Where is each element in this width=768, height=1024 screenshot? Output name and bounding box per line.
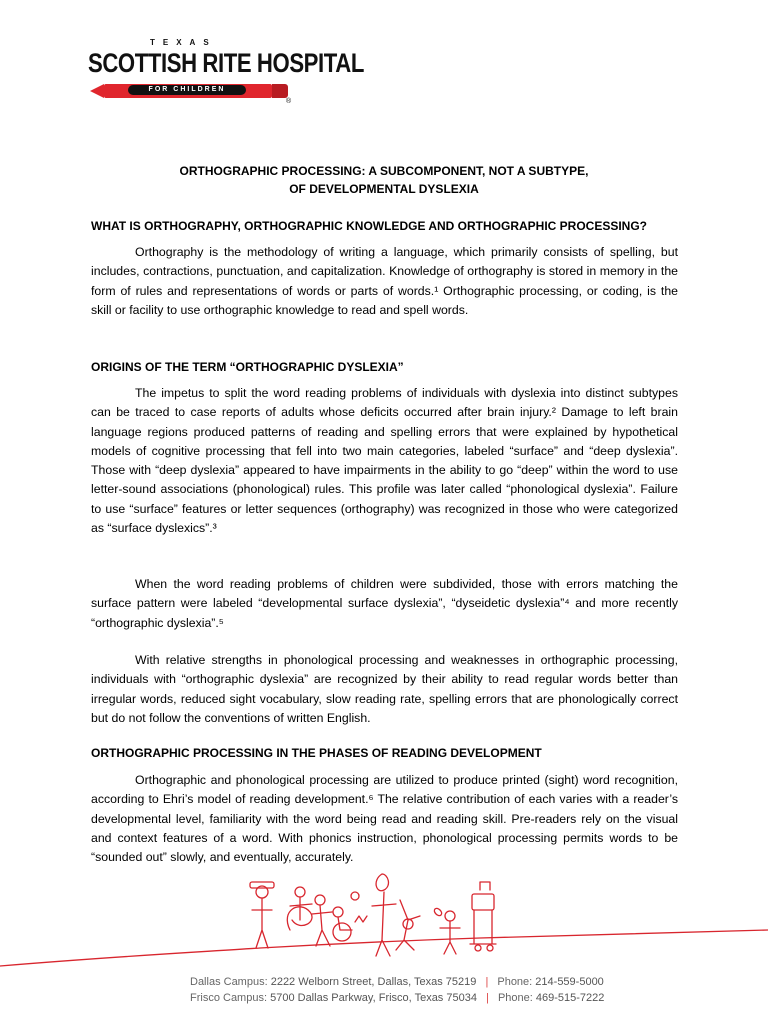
frisco-phone-number: 469-515-7222 bbox=[535, 992, 605, 1004]
frisco-campus-address: 5700 Dallas Parkway, Frisco, Texas 75034 bbox=[270, 992, 477, 1004]
dallas-campus-label: Dallas Campus: bbox=[190, 976, 268, 988]
paragraph-origins-impetus: The impetus to split the word reading problems of individuals with dyslexia into distinct subtypes can be traced to case reports of adults whose deficits occurred after brain injury.² Damage to left brain language regions produced patterns of reading and spelling errors that were explained by hypothetical models of cognitive processing that fell into two main categories, labeled “surface” and “deep dyslexia”. Those with “deep dyslexia” appeared to have impairments in the ability to go “deep” within the word to use letter-sound associations (phonological) rules. This profile was later called “phonological dyslexia”. Failure to use “surface” features or letter sequences (orthography) was recognized in those who were categorized as “surface dyslexics”.³ bbox=[91, 386, 678, 536]
frisco-phone-label: Phone: bbox=[497, 992, 533, 1004]
footer-frisco-line bbox=[190, 990, 604, 1006]
document-title-line2: OF DEVELOPMENTAL DYSLEXIA bbox=[289, 182, 479, 196]
paragraph-origins-strengths: With relative strengths in phonological processing and weaknesses in orthographic processing, individuals with “orthographic dyslexia” are recognized by their ability to read regular words better than irregular words, reduced sight vocabulary, slow reading rate, spelling errors that are phonologically correct but do not follow the conventions of written English. bbox=[91, 653, 678, 725]
section-heading-origins: ORIGINS OF THE TERM “ORTHOGRAPHIC DYSLEXIA” bbox=[91, 360, 404, 374]
paragraph-phases-ehri: Orthographic and phonological processing are utilized to produce printed (sight) word recognition, according to Ehri’s model of reading development.⁶ The relative contribution of each varies with a reader’s developmental level, familiarity with the word being read and reading skill. Pre-readers rely on the visual and context features of a word. With phonics instruction, phonological processing permits words to be “sounded out” slowly, and eventually, accurately. bbox=[91, 773, 678, 865]
dallas-phone-label: Phone: bbox=[497, 976, 533, 988]
crayon-logo-icon bbox=[90, 82, 290, 100]
paragraph-orthography-definition: Orthography is the methodology of writing a language, which primarily consists of spelling, but includes, contractions, punctuation, and capitalization. Knowledge of orthography is stored in memory in the form of rules and representations of words or parts of words.¹ Orthographic processing, or coding, is the skill or facility to use orthographic knowledge to read and spell words. bbox=[91, 245, 678, 317]
children-playing-illustration bbox=[0, 870, 768, 970]
document-title-line1: ORTHOGRAPHIC PROCESSING: A SUBCOMPONENT, NOT A SUBTYPE, bbox=[179, 164, 589, 178]
footer-separator: | bbox=[485, 976, 489, 988]
footer-contact-info bbox=[190, 974, 604, 1006]
logo-subtitle: FOR CHILDREN bbox=[128, 85, 246, 95]
section-heading-phases: ORTHOGRAPHIC PROCESSING IN THE PHASES OF READING DEVELOPMENT bbox=[91, 746, 542, 760]
dallas-campus-address: 2222 Welborn Street, Dallas, Texas 75219 bbox=[270, 976, 477, 988]
section-heading-orthography: WHAT IS ORTHOGRAPHY, ORTHOGRAPHIC KNOWLEDGE AND ORTHOGRAPHIC PROCESSING? bbox=[91, 219, 648, 233]
footer-separator: | bbox=[486, 992, 489, 1004]
logo-texas-text: TEXAS bbox=[150, 38, 217, 47]
logo-name-text: SCOTTISH RITE HOSPITAL bbox=[88, 48, 364, 78]
frisco-campus-label: Frisco Campus: bbox=[190, 992, 268, 1004]
registered-mark: ® bbox=[286, 98, 292, 105]
footer-dallas-line bbox=[190, 974, 604, 990]
hospital-logo bbox=[86, 38, 364, 110]
dallas-phone-number: 214-559-5000 bbox=[535, 976, 604, 988]
paragraph-origins-children: When the word reading problems of children were subdivided, those with errors matching the surface pattern were labeled “developmental surface dyslexia”, “dyseidetic dyslexia”⁴ and more recently “orthographic dyslexia”.⁵ bbox=[91, 577, 678, 630]
